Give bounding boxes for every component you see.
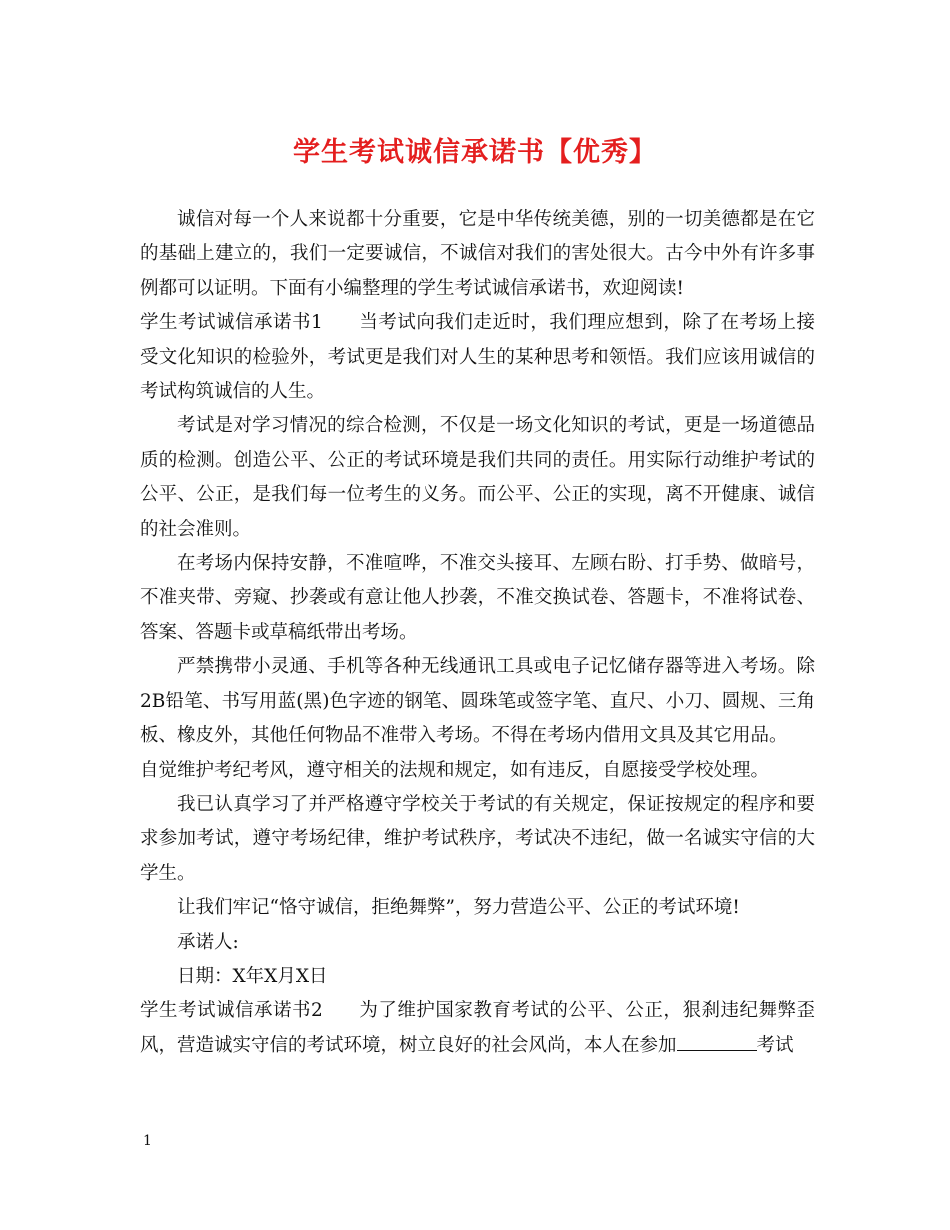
section2-lead-end: 考试	[756, 1034, 794, 1056]
section1-heading: 学生考试诚信承诺书1	[140, 312, 323, 334]
section1-paragraph: 考试是对学习情况的综合检测，不仅是一场文化知识的考试，更是一场道德品质的检测。创造公平、公正的考试环境是我们共同的责任。用实际行动维护考试的公平、公正，是我们每一位考生的义务。而公平、公正的实现，离不开健康、诚信的社会准则。	[140, 415, 815, 540]
document-title: 学生考试诚信承诺书【优秀】	[293, 137, 657, 168]
section2-heading: 学生考试诚信承诺书2	[140, 1000, 323, 1022]
section1-paragraph: 在考场内保持安静，不准喧哗，不准交头接耳、左顾右盼、打手势、做暗号，不准夹带、旁窥、抄袭或有意让他人抄袭，不准交换试卷、答题卡，不准将试卷、答案、答题卡或草稿纸带出考场。	[140, 553, 815, 643]
section1-paragraph: 我已认真学习了并严格遵守学校关于考试的有关规定，保证按规定的程序和要求参加考试，遵守考场纪律，维护考试秩序，考试决不违纪，做一名诚实守信的大学生。	[140, 793, 815, 884]
pledger-line: 承诺人:	[177, 931, 239, 953]
date-line: 日期：X年X月X日	[177, 965, 328, 987]
section1-continuation: 自觉维护考纪考风，遵守相关的法规和规定，如有违反，自愿接受学校处理。	[140, 759, 770, 781]
section2-lead: 为了维护国家教育考试的公平、公正，狠刹违纪舞弊歪风，营造诚实守信的考试环境，树立良好的社会风尚，本人在参加	[140, 1000, 815, 1056]
intro-paragraph: 诚信对每一个人来说都十分重要，它是中华传统美德，别的一切美德都是在它的基础上建立的，我们一定要诚信，不诚信对我们的害处很大。古今中外有许多事例都可以证明。下面有小编整理的学生考试诚信承诺书，欢迎阅读!	[140, 209, 815, 299]
exam-name-blank	[677, 1034, 757, 1051]
page-number: 1	[143, 1133, 152, 1149]
section1-first-paragraph	[140, 306, 815, 409]
section1-paragraph: 严禁携带小灵通、手机等各种无线通讯工具或电子记忆储存器等进入考场。除2B铅笔、书写用蓝(黑)色字迹的钢笔、圆珠笔或签字笔、直尺、小刀、圆规、三角板、橡皮外，其他任何物品不准带入考场。不得在考场内借用文具及其它用品。	[140, 656, 815, 747]
document-body	[140, 203, 815, 1063]
section1-paragraph: 让我们牢记“恪守诚信，拒绝舞弊”，努力营造公平、公正的考试环境!	[177, 897, 740, 919]
section2-first-paragraph	[140, 994, 815, 1063]
section1-lead: 当考试向我们走近时，我们理应想到，除了在考场上接受文化知识的检验外，考试更是我们对人生的某种思考和领悟。我们应该用诚信的考试构筑诚信的人生。	[140, 312, 815, 403]
